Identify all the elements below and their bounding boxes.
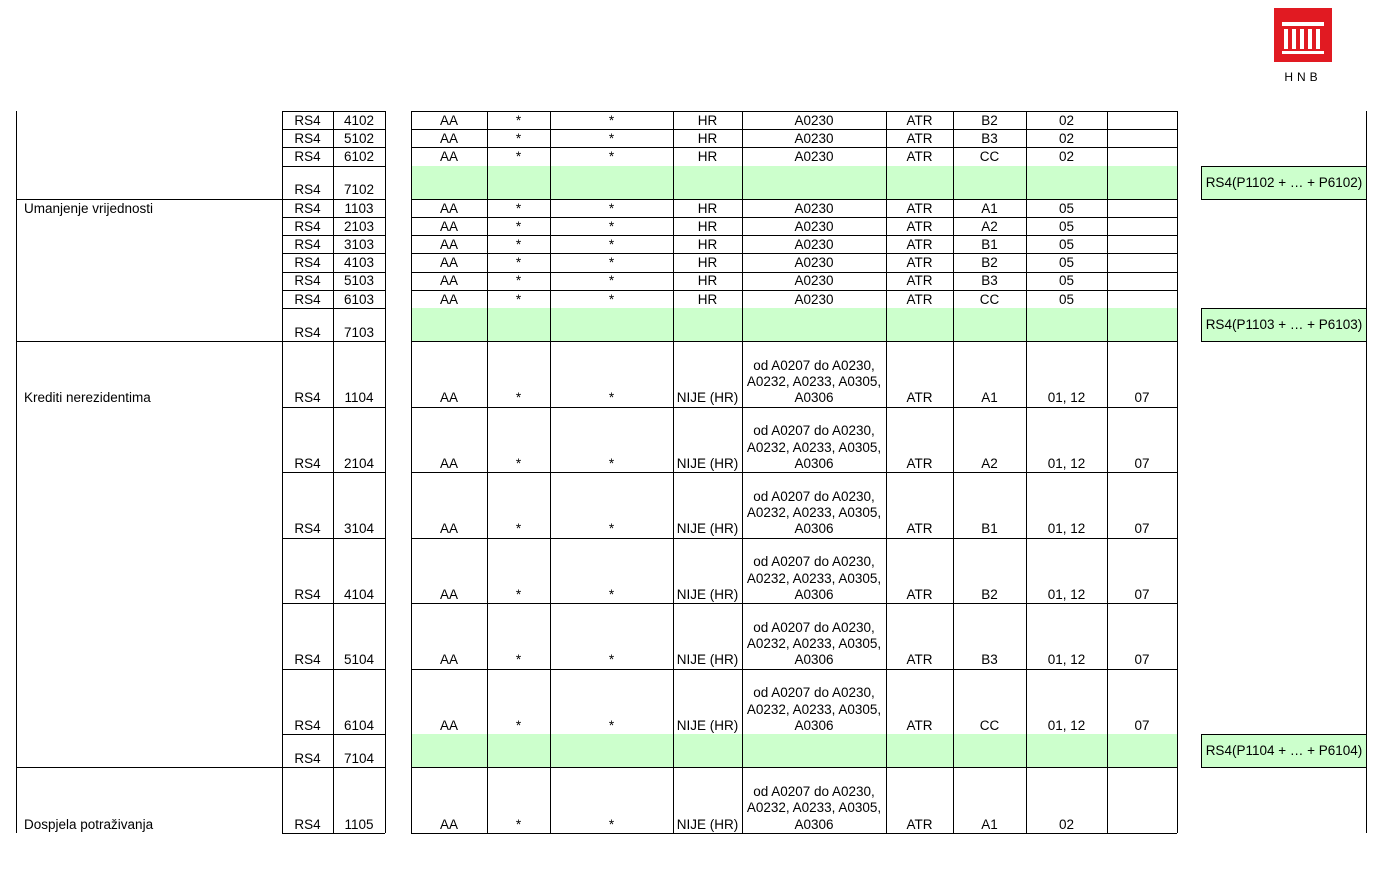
row-c1: AA bbox=[439, 149, 458, 165]
row-c1: AA bbox=[439, 652, 458, 668]
row-c7: B3 bbox=[981, 273, 998, 289]
row-c6: ATR bbox=[906, 390, 933, 406]
row-c2: * bbox=[515, 816, 522, 832]
column-border bbox=[1107, 111, 1108, 833]
row-rs: RS4 bbox=[294, 455, 321, 471]
row-c1: AA bbox=[439, 521, 458, 537]
section-border bbox=[16, 767, 282, 768]
row-c1: AA bbox=[439, 218, 458, 234]
row-c9 bbox=[1107, 147, 1177, 165]
row-c5: A0230 bbox=[794, 200, 834, 216]
row-c8: 05 bbox=[1058, 218, 1075, 234]
row-c8: 02 bbox=[1058, 131, 1075, 147]
row-c7: A1 bbox=[981, 390, 998, 406]
row-c5: od A0207 do A0230, A0232, A0233, A0305, A0306 bbox=[746, 554, 882, 602]
row-rs: RS4 bbox=[294, 200, 321, 216]
row-c3: * bbox=[608, 273, 615, 289]
column-border bbox=[1177, 111, 1178, 833]
row-c5: od A0207 do A0230, A0232, A0233, A0305, A0306 bbox=[746, 423, 882, 471]
row-c9 bbox=[1107, 217, 1177, 235]
row-c4: HR bbox=[697, 237, 718, 253]
row-c7: A2 bbox=[981, 455, 998, 471]
column-border bbox=[673, 111, 674, 833]
row-c4: HR bbox=[697, 273, 718, 289]
row-c1: AA bbox=[439, 237, 458, 253]
row-rs: RS4 bbox=[294, 717, 321, 733]
column-border bbox=[385, 111, 386, 833]
row-c6: ATR bbox=[906, 291, 933, 307]
row-code: 4104 bbox=[343, 586, 375, 602]
row-c7: B1 bbox=[981, 237, 998, 253]
total-code: 7102 bbox=[343, 182, 375, 198]
row-c6: ATR bbox=[906, 218, 933, 234]
row-c3: * bbox=[608, 291, 615, 307]
row-c5: A0230 bbox=[794, 131, 834, 147]
row-c4: HR bbox=[697, 200, 718, 216]
row-c2: * bbox=[515, 112, 522, 128]
row-c5: od A0207 do A0230, A0232, A0233, A0305, A0306 bbox=[746, 685, 882, 733]
column-border bbox=[886, 111, 887, 833]
row-code: 3104 bbox=[343, 521, 375, 537]
row-c9: 07 bbox=[1134, 455, 1150, 471]
row-c5: od A0207 do A0230, A0232, A0233, A0305, A0306 bbox=[746, 488, 882, 537]
section-label: Umanjenje vrijednosti bbox=[24, 200, 154, 216]
row-c5: od A0207 do A0230, A0232, A0233, A0305, A0306 bbox=[746, 619, 882, 668]
row-c6: ATR bbox=[906, 521, 933, 537]
row-c3: * bbox=[608, 131, 615, 147]
row-c5: A0230 bbox=[794, 291, 834, 307]
row-c1: AA bbox=[439, 273, 458, 289]
row-c7: B2 bbox=[981, 255, 998, 271]
row-c7: B2 bbox=[981, 112, 998, 128]
column-border bbox=[742, 111, 743, 833]
row-code: 5103 bbox=[343, 273, 375, 289]
row-c3: * bbox=[608, 455, 615, 471]
row-c9: 07 bbox=[1134, 717, 1150, 733]
row-rs: RS4 bbox=[294, 237, 321, 253]
row-c8: 01, 12 bbox=[1047, 586, 1086, 602]
row-c2: * bbox=[515, 218, 522, 234]
column-border bbox=[550, 111, 551, 833]
row-c8: 01, 12 bbox=[1047, 390, 1086, 406]
row-c1: AA bbox=[439, 390, 458, 406]
row-c7: A1 bbox=[981, 816, 998, 832]
row-c1: AA bbox=[439, 255, 458, 271]
row-c6: ATR bbox=[906, 200, 933, 216]
row-rs: RS4 bbox=[294, 390, 321, 406]
row-c4: NIJE (HR) bbox=[676, 455, 739, 471]
row-rs: RS4 bbox=[294, 131, 321, 147]
row-c6: ATR bbox=[906, 586, 933, 602]
row-c7: B3 bbox=[981, 131, 998, 147]
row-c1: AA bbox=[439, 586, 458, 602]
row-c7: CC bbox=[979, 291, 1000, 307]
row-c5: A0230 bbox=[794, 255, 834, 271]
row-code: 1104 bbox=[344, 390, 374, 406]
row-c2: * bbox=[515, 291, 522, 307]
total-code: 7103 bbox=[343, 324, 375, 340]
row-c7: A2 bbox=[981, 218, 998, 234]
column-border bbox=[953, 111, 954, 833]
row-c5: od A0207 do A0230, A0232, A0233, A0305, A0306 bbox=[746, 784, 882, 832]
row-c4: HR bbox=[697, 112, 718, 128]
total-code: 7104 bbox=[343, 751, 375, 767]
row-c5: A0230 bbox=[794, 112, 834, 128]
row-c4: NIJE (HR) bbox=[676, 652, 739, 668]
row-code: 1103 bbox=[344, 200, 374, 216]
row-c7: B2 bbox=[981, 586, 998, 602]
row-c1: AA bbox=[439, 291, 458, 307]
row-code: 2104 bbox=[343, 455, 375, 471]
row-c3: * bbox=[608, 652, 615, 668]
total-formula: RS4(P1104 + … + P6104) bbox=[1201, 734, 1367, 768]
section-border bbox=[16, 341, 282, 342]
row-c8: 05 bbox=[1058, 273, 1075, 289]
row-c6: ATR bbox=[906, 237, 933, 253]
total-row-fill bbox=[411, 308, 1177, 341]
row-c9: 07 bbox=[1134, 390, 1150, 406]
row-rs: RS4 bbox=[294, 149, 321, 165]
row-c4: NIJE (HR) bbox=[676, 816, 739, 832]
row-rs: RS4 bbox=[294, 586, 321, 602]
row-c3: * bbox=[608, 521, 615, 537]
row-rs: RS4 bbox=[294, 273, 321, 289]
row-c3: * bbox=[608, 112, 615, 128]
row-rs: RS4 bbox=[294, 521, 321, 537]
row-c2: * bbox=[515, 149, 522, 165]
row-c2: * bbox=[515, 131, 522, 147]
row-code: 5104 bbox=[343, 652, 375, 668]
row-c7: CC bbox=[979, 149, 1000, 165]
row-c7: B1 bbox=[981, 521, 998, 537]
total-rs: RS4 bbox=[294, 751, 321, 767]
row-c8: 02 bbox=[1058, 816, 1075, 832]
row-c6: ATR bbox=[906, 255, 933, 271]
row-code: 1105 bbox=[344, 816, 374, 832]
row-code: 6103 bbox=[343, 291, 375, 307]
row-c9 bbox=[1107, 235, 1177, 253]
row-c7: A1 bbox=[981, 200, 998, 216]
row-c4: NIJE (HR) bbox=[676, 521, 739, 537]
row-c2: * bbox=[515, 521, 522, 537]
row-c9 bbox=[1107, 767, 1177, 833]
row-c9 bbox=[1107, 199, 1177, 217]
row-c9: 07 bbox=[1134, 586, 1150, 602]
row-c3: * bbox=[608, 586, 615, 602]
row-code: 3103 bbox=[343, 237, 375, 253]
hnb-logo-text: HNB bbox=[1284, 70, 1322, 84]
column-border bbox=[1026, 111, 1027, 833]
row-c2: * bbox=[515, 586, 522, 602]
row-c1: AA bbox=[439, 131, 458, 147]
row-border bbox=[411, 833, 1177, 834]
row-c2: * bbox=[515, 455, 522, 471]
row-c4: NIJE (HR) bbox=[676, 586, 739, 602]
row-c8: 01, 12 bbox=[1047, 717, 1086, 733]
row-c3: * bbox=[608, 218, 615, 234]
row-c8: 05 bbox=[1058, 291, 1075, 307]
row-code: 6104 bbox=[343, 717, 375, 733]
row-c3: * bbox=[608, 390, 615, 406]
total-rs: RS4 bbox=[294, 324, 321, 340]
row-c9 bbox=[1107, 272, 1177, 290]
row-c5: A0230 bbox=[794, 149, 834, 165]
row-c3: * bbox=[608, 816, 615, 832]
column-border bbox=[411, 111, 412, 833]
row-c6: ATR bbox=[906, 149, 933, 165]
row-border bbox=[282, 833, 385, 834]
row-c7: B3 bbox=[981, 652, 998, 668]
row-c3: * bbox=[608, 255, 615, 271]
total-row-fill bbox=[411, 166, 1177, 199]
row-c7: CC bbox=[979, 717, 1000, 733]
row-c9 bbox=[1107, 290, 1177, 308]
table-top-border bbox=[411, 111, 1177, 112]
row-c3: * bbox=[608, 149, 615, 165]
row-c3: * bbox=[608, 200, 615, 216]
row-c6: ATR bbox=[906, 273, 933, 289]
column-border bbox=[487, 111, 488, 833]
row-c1: AA bbox=[439, 200, 458, 216]
row-c9 bbox=[1107, 253, 1177, 271]
row-c8: 05 bbox=[1058, 200, 1075, 216]
row-c6: ATR bbox=[906, 455, 933, 471]
row-c8: 05 bbox=[1058, 255, 1075, 271]
row-c8: 01, 12 bbox=[1047, 521, 1086, 537]
row-rs: RS4 bbox=[294, 255, 321, 271]
row-c2: * bbox=[515, 390, 522, 406]
row-c8: 01, 12 bbox=[1047, 652, 1086, 668]
row-c9 bbox=[1107, 129, 1177, 147]
row-c2: * bbox=[515, 717, 522, 733]
right-border bbox=[1366, 111, 1367, 833]
column-border bbox=[282, 111, 283, 833]
row-code: 4102 bbox=[343, 112, 375, 128]
row-c8: 02 bbox=[1058, 112, 1075, 128]
row-rs: RS4 bbox=[294, 652, 321, 668]
row-code: 4103 bbox=[343, 255, 375, 271]
row-c8: 05 bbox=[1058, 237, 1075, 253]
row-c4: NIJE (HR) bbox=[676, 390, 739, 406]
row-code: 2103 bbox=[343, 218, 375, 234]
row-c4: HR bbox=[697, 218, 718, 234]
row-c5: A0230 bbox=[794, 273, 834, 289]
row-c6: ATR bbox=[906, 131, 933, 147]
section-label: Dospjela potraživanja bbox=[24, 816, 154, 832]
row-c1: AA bbox=[439, 816, 458, 832]
row-rs: RS4 bbox=[294, 218, 321, 234]
row-rs: RS4 bbox=[294, 291, 321, 307]
column-border bbox=[333, 111, 334, 833]
row-c1: AA bbox=[439, 717, 458, 733]
row-c2: * bbox=[515, 237, 522, 253]
row-c6: ATR bbox=[906, 717, 933, 733]
section-border bbox=[16, 199, 282, 200]
row-c5: A0230 bbox=[794, 237, 834, 253]
row-c6: ATR bbox=[906, 652, 933, 668]
row-c6: ATR bbox=[906, 816, 933, 832]
row-c9 bbox=[1107, 111, 1177, 129]
total-row-fill bbox=[411, 734, 1177, 767]
row-c5: od A0207 do A0230, A0232, A0233, A0305, A0306 bbox=[746, 357, 882, 406]
row-c2: * bbox=[515, 273, 522, 289]
row-c1: AA bbox=[439, 112, 458, 128]
total-formula: RS4(P1102 + … + P6102) bbox=[1201, 166, 1367, 200]
row-c3: * bbox=[608, 237, 615, 253]
row-c4: HR bbox=[697, 149, 718, 165]
row-c6: ATR bbox=[906, 112, 933, 128]
row-rs: RS4 bbox=[294, 112, 321, 128]
section-label: Krediti nerezidentima bbox=[24, 390, 151, 406]
row-c4: NIJE (HR) bbox=[676, 717, 739, 733]
row-c5: A0230 bbox=[794, 218, 834, 234]
row-code: 6102 bbox=[343, 149, 375, 165]
row-rs: RS4 bbox=[294, 816, 321, 832]
row-c2: * bbox=[515, 255, 522, 271]
row-c4: HR bbox=[697, 291, 718, 307]
total-formula: RS4(P1103 + … + P6103) bbox=[1201, 308, 1367, 342]
row-c8: 02 bbox=[1058, 149, 1075, 165]
total-rs: RS4 bbox=[294, 182, 321, 198]
row-c2: * bbox=[515, 200, 522, 216]
row-c4: HR bbox=[697, 255, 718, 271]
row-c9: 07 bbox=[1134, 652, 1150, 668]
row-c9: 07 bbox=[1134, 521, 1150, 537]
row-c4: HR bbox=[697, 131, 718, 147]
row-c8: 01, 12 bbox=[1047, 455, 1086, 471]
row-c3: * bbox=[608, 717, 615, 733]
row-code: 5102 bbox=[343, 131, 375, 147]
left-border bbox=[16, 111, 17, 833]
row-c2: * bbox=[515, 652, 522, 668]
row-c1: AA bbox=[439, 455, 458, 471]
